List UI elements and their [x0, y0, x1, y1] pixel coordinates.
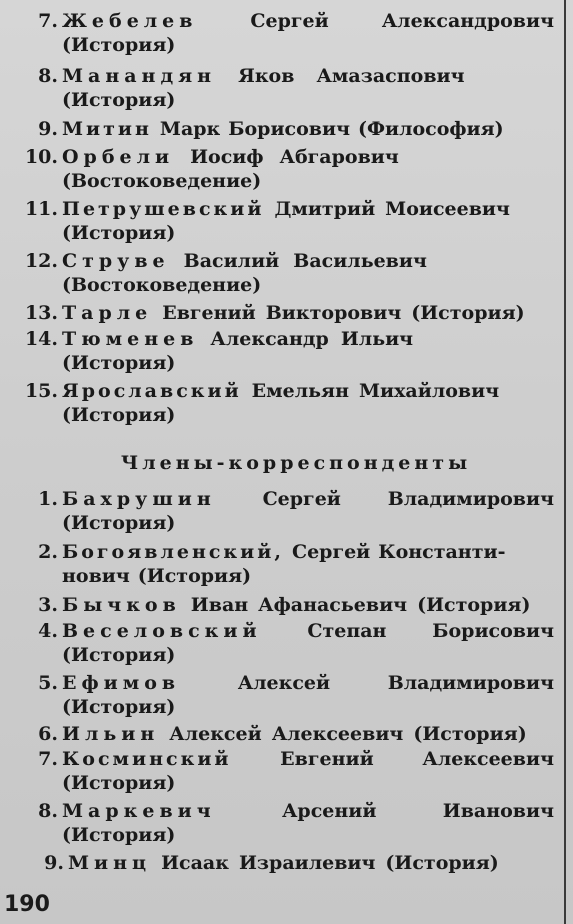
item-number: 8. [38, 65, 58, 87]
patronymic: Александрович [381, 10, 554, 32]
patronymic: Израилевич [238, 852, 376, 874]
first-name: Александр [210, 328, 329, 350]
surname: Веселовский [62, 620, 262, 642]
item-number: 10. [24, 146, 58, 168]
field-label: (Востоковедение) [62, 170, 262, 192]
field-label: (История) [62, 824, 176, 846]
field-label: (История) [413, 723, 527, 745]
surname: Тарле [62, 302, 153, 324]
patronymic: Амазаспович [316, 65, 465, 87]
field-label: (История) [411, 302, 525, 324]
surname: Ярославский [62, 380, 242, 402]
surname: Орбели [62, 146, 175, 168]
surname: Бычков [62, 594, 181, 616]
surname: Петрушевский [62, 198, 265, 220]
patronymic-continuation: нович [62, 565, 130, 587]
field-label: (История) [62, 352, 176, 374]
patronymic: Константи- [378, 541, 506, 563]
first-name: Василий [183, 250, 280, 272]
section-heading: Члены-корреспонденты [120, 452, 472, 474]
field-label: (История) [385, 852, 499, 874]
surname: Митин [62, 118, 152, 140]
item-number: 13. [24, 302, 58, 324]
item-number: 9. [44, 852, 64, 874]
patronymic: Борисович [228, 118, 350, 140]
item-number: 14. [24, 328, 58, 350]
surname: Бахрушин [62, 488, 216, 510]
patronymic: Афанасьевич [258, 594, 408, 616]
first-name: Емельян [251, 380, 349, 402]
surname: Струве [62, 250, 170, 272]
first-name: Степан [307, 620, 387, 642]
first-name: Евгений [280, 748, 374, 770]
patronymic: Владимирович [387, 488, 554, 510]
patronymic: Ильич [340, 328, 414, 350]
field-label: (Востоковедение) [62, 274, 262, 296]
patronymic: Абгарович [279, 146, 399, 168]
surname: Жебелев [62, 10, 198, 32]
item-number: 15. [24, 380, 58, 402]
surname: Минц [68, 852, 152, 874]
first-name: Сергей [262, 488, 341, 510]
first-name: Иван [190, 594, 249, 616]
item-number: 7. [38, 748, 58, 770]
patronymic: Викторович [265, 302, 402, 324]
field-label: (История) [62, 696, 176, 718]
first-name: Сергей [291, 541, 371, 563]
first-name: Сергей [250, 10, 329, 32]
patronymic: Васильевич [293, 250, 427, 272]
item-number: 6. [38, 723, 58, 745]
first-name: Исаак [161, 852, 229, 874]
first-name: Арсений [281, 800, 377, 822]
page-edge-rule [564, 0, 566, 924]
item-number: 12. [24, 250, 58, 272]
surname: Косминский [62, 748, 232, 770]
page-number: 190 [4, 892, 50, 917]
surname: Маркевич [62, 800, 216, 822]
first-name: Марк [159, 118, 221, 140]
item-number: 9. [38, 118, 58, 140]
item-number: 5. [38, 672, 58, 694]
field-label: (История) [62, 34, 176, 56]
surname: Тюменев [62, 328, 199, 350]
first-name: Алексей [237, 672, 331, 694]
patronymic: Владимирович [387, 672, 554, 694]
surname: Богоявленский, [62, 541, 284, 563]
item-number: 4. [38, 620, 58, 642]
field-label: (История) [137, 565, 252, 587]
field-label: (История) [62, 404, 176, 426]
first-name: Иосиф [190, 146, 264, 168]
item-number: 7. [38, 10, 58, 32]
field-label: (История) [62, 222, 176, 244]
patronymic: Алексеевич [422, 748, 554, 770]
surname: Ефимов [62, 672, 181, 694]
surname: Манандян [62, 65, 217, 87]
field-label: (История) [62, 89, 176, 111]
patronymic: Борисович [432, 620, 554, 642]
field-label: (История) [62, 512, 176, 534]
patronymic: Иванович [442, 800, 554, 822]
item-number: 1. [38, 488, 58, 510]
field-label: (История) [417, 594, 531, 616]
item-number: 3. [38, 594, 58, 616]
first-name: Дмитрий [274, 198, 376, 220]
first-name: Алексей [169, 723, 262, 745]
field-label: (История) [62, 644, 176, 666]
first-name: Евгений [162, 302, 256, 324]
patronymic: Моисеевич [385, 198, 510, 220]
item-number: 2. [38, 541, 58, 563]
patronymic: Михайлович [358, 380, 500, 402]
first-name: Яков [238, 65, 295, 87]
field-label: (Философия) [358, 118, 504, 140]
surname: Ильин [62, 723, 160, 745]
patronymic: Алексеевич [271, 723, 404, 745]
item-number: 11. [24, 198, 58, 220]
item-number: 8. [38, 800, 58, 822]
field-label: (История) [62, 772, 176, 794]
